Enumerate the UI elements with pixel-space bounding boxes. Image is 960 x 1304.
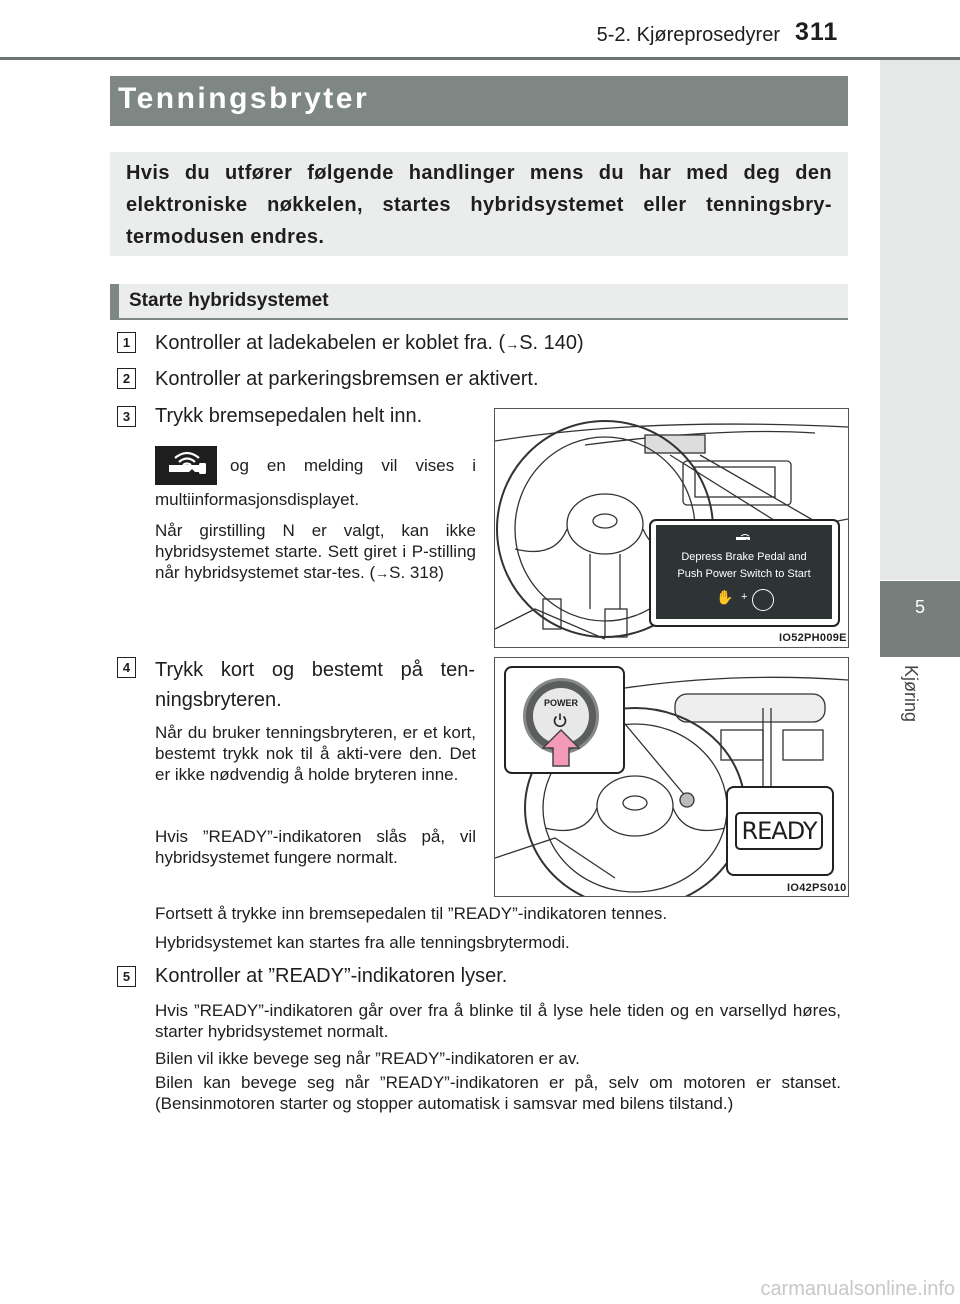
step-4-note2: Hvis ”READY”-indikatoren slås på, vil hybridsystemet fungere normalt. [155, 827, 476, 867]
step-1-label: Kontroller at ladekabelen er koblet fra. ( [155, 332, 506, 354]
step-3-note2 [155, 520, 476, 584]
brake-foot-icon: ✋ [716, 589, 734, 605]
power-button-icon [752, 589, 774, 611]
footer-watermark[interactable]: carmanualsonline.info [760, 1278, 955, 1300]
display-message-line2: Push Power Switch to Start [677, 568, 811, 580]
power-symbol-icon [552, 712, 568, 728]
step-1-text [155, 331, 845, 356]
step-2-text: Kontroller at parkeringsbremsen er aktivert. [155, 368, 539, 390]
step-1-ref[interactable]: S. 140) [519, 332, 584, 354]
step-4-note1: Når du bruker tenningsbryteren, er et kort, bestemt trykk nok til å akti-vere den. Det er ikke nødvendig å holde bryteren inne. [155, 723, 476, 784]
step-number: 3 [117, 406, 136, 427]
figure-power-switch [494, 657, 849, 897]
step-3-note2-text: Når girstilling N er valgt, kan ikke hybridsystemet starte. Sett giret i P-stilling når hybridsystemet star-tes. ( [155, 521, 476, 582]
plus-icon: + [741, 591, 748, 603]
step-5-note2: Bilen vil ikke bevege seg når ”READY”-indikatoren er av. [155, 1049, 580, 1068]
step-3-note-line2: multiinformasjonsdisplayet. [155, 490, 360, 509]
smart-key-icon [155, 446, 217, 485]
step-5-text: Kontroller at ”READY”-indikatoren lyser. [155, 965, 508, 987]
title-banner [110, 76, 848, 126]
step-5-note1: Hvis ”READY”-indikatoren går over fra å blinke til å lyse hele tiden og en varsellyd høres, starter hybridsystemet normalt. [155, 1001, 841, 1041]
multi-info-display [656, 525, 832, 619]
page-number: 311 [795, 18, 839, 46]
step-number: 1 [117, 332, 136, 353]
figure-brake-message [494, 408, 849, 648]
chapter-label: Kjøring [901, 665, 921, 723]
step-3-note2-ref[interactable]: S. 318) [389, 563, 444, 582]
right-arrow-icon: → [505, 336, 520, 352]
section-header: 5-2. Kjøreprosedyrer [596, 24, 780, 46]
chapter-number: 5 [914, 597, 925, 617]
power-label: POWER [543, 698, 578, 708]
subheading [110, 284, 848, 320]
step-4-text: Trykk kort og bestemt på ten-ningsbryteren. [155, 659, 475, 711]
right-arrow-icon: → [375, 565, 390, 581]
side-tab-track [880, 60, 960, 580]
subheading-bar [110, 284, 119, 318]
smart-key-icon [734, 531, 754, 545]
header-rule [0, 57, 960, 60]
step-3-note-line1: og en melding vil vises i [230, 456, 476, 475]
figure-code: IO52PH009E [779, 632, 847, 644]
chapter-tab [880, 581, 960, 657]
step-number: 2 [117, 368, 136, 389]
subheading-text: Starte hybridsystemet [129, 290, 329, 311]
step-5-note3: Bilen kan bevege seg når ”READY”-indikatoren er på, selv om motoren er stanset. (Bensinmotoren starter og stopper automatisk i samsvar med bilens tilstand.) [155, 1073, 841, 1113]
step-number: 4 [117, 657, 136, 678]
step-number: 5 [117, 966, 136, 987]
pointer-arrow-icon [541, 728, 581, 768]
step-4-note3: Fortsett å trykke inn bremsepedalen til ”READY”-indikatoren tennes. [155, 904, 668, 923]
intro-text: Hvis du utfører følgende handlinger mens du har med deg den elektroniske nøkkelen, startes hybridsystemet eller tenningsbry-termodusen endres. [126, 162, 832, 248]
display-message-line1: Depress Brake Pedal and [681, 551, 807, 563]
step-3-text: Trykk bremsepedalen helt inn. [155, 405, 423, 427]
step-4-note4: Hybridsystemet kan startes fra alle tenningsbrytermodi. [155, 933, 570, 952]
figure-code: IO42PS010 [787, 882, 847, 894]
intro-box [110, 152, 848, 256]
page-title: Tenningsbryter [118, 82, 370, 115]
ready-indicator: READY [735, 812, 823, 850]
